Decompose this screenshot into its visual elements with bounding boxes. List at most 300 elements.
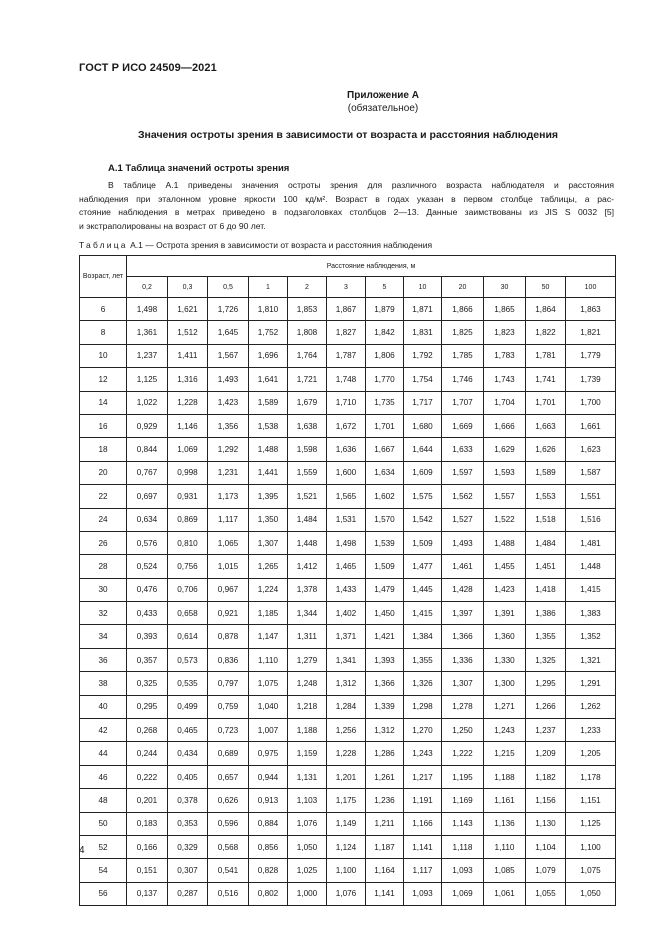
table-row	[80, 695, 616, 718]
acuity-cell: 0,307	[168, 859, 208, 882]
acuity-cell: 1,117	[208, 508, 249, 531]
acuity-cell: 1,593	[484, 461, 526, 484]
acuity-cell: 0,357	[127, 648, 168, 671]
age-cell: 24	[80, 508, 127, 531]
acuity-cell: 1,783	[484, 344, 526, 367]
acuity-cell: 1,378	[288, 578, 327, 601]
acuity-cell: 1,701	[366, 414, 404, 437]
acuity-cell: 1,050	[566, 882, 616, 905]
acuity-cell: 1,663	[526, 414, 566, 437]
acuity-cell: 1,808	[288, 321, 327, 344]
acuity-cell: 0,723	[208, 719, 249, 742]
acuity-cell: 1,867	[327, 298, 366, 321]
acuity-cell: 1,233	[566, 719, 616, 742]
acuity-cell: 1,371	[327, 625, 366, 648]
table-row	[80, 742, 616, 765]
acuity-cell: 1,061	[484, 882, 526, 905]
acuity-cell: 0,844	[127, 438, 168, 461]
acuity-cell: 1,621	[168, 298, 208, 321]
acuity-cell: 0,183	[127, 812, 168, 835]
acuity-cell: 0,913	[249, 789, 288, 812]
acuity-cell: 1,831	[404, 321, 442, 344]
table-row	[80, 602, 616, 625]
page-number: 4	[79, 845, 85, 856]
age-cell: 40	[80, 695, 127, 718]
acuity-cell: 1,445	[404, 578, 442, 601]
acuity-cell: 1,609	[404, 461, 442, 484]
acuity-cell: 1,645	[208, 321, 249, 344]
acuity-cell: 1,522	[484, 508, 526, 531]
acuity-cell: 1,634	[366, 461, 404, 484]
acuity-cell: 1,810	[249, 298, 288, 321]
acuity-cell: 1,785	[442, 344, 484, 367]
table-row	[80, 789, 616, 812]
acuity-cell: 1,465	[327, 555, 366, 578]
acuity-cell: 0,689	[208, 742, 249, 765]
acuity-cell: 1,000	[288, 882, 327, 905]
acuity-cell: 1,295	[526, 672, 566, 695]
acuity-cell: 1,069	[442, 882, 484, 905]
acuity-cell: 1,787	[327, 344, 366, 367]
acuity-cell: 1,146	[168, 414, 208, 437]
age-cell: 30	[80, 578, 127, 601]
acuity-cell: 1,187	[366, 835, 404, 858]
acuity-cell: 1,147	[249, 625, 288, 648]
acuity-cell: 1,770	[366, 368, 404, 391]
acuity-cell: 1,178	[566, 765, 616, 788]
acuity-cell: 0,967	[208, 578, 249, 601]
acuity-cell: 0,836	[208, 648, 249, 671]
acuity-cell: 1,076	[327, 882, 366, 905]
acuity-cell: 1,173	[208, 485, 249, 508]
age-cell: 56	[80, 882, 127, 905]
acuity-cell: 0,869	[168, 508, 208, 531]
acuity-cell: 1,735	[366, 391, 404, 414]
acuity-cell: 1,093	[442, 859, 484, 882]
acuity-cell: 1,355	[404, 648, 442, 671]
acuity-cell: 1,451	[526, 555, 566, 578]
acuity-cell: 1,825	[442, 321, 484, 344]
age-cell: 6	[80, 298, 127, 321]
acuity-cell: 1,117	[404, 859, 442, 882]
acuity-cell: 1,441	[249, 461, 288, 484]
acuity-cell: 1,143	[442, 812, 484, 835]
acuity-cell: 1,366	[366, 672, 404, 695]
acuity-cell: 1,629	[484, 438, 526, 461]
annex-heading	[300, 90, 466, 114]
acuity-cell: 1,007	[249, 719, 288, 742]
acuity-cell: 1,209	[526, 742, 566, 765]
acuity-cell: 1,488	[484, 531, 526, 554]
table-row	[80, 368, 616, 391]
distance-column-header: 0,3	[168, 277, 208, 298]
paragraph-line: стояние наблюдения в метрах приведено в подзаголовках столбцов 2—13. Данные заимствованы из JIS S 0032 [5]	[79, 207, 614, 218]
acuity-cell: 1,518	[526, 508, 566, 531]
table-row	[80, 438, 616, 461]
distance-column-header: 30	[484, 277, 526, 298]
acuity-cell: 1,136	[484, 812, 526, 835]
age-cell: 42	[80, 719, 127, 742]
table-row	[80, 298, 616, 321]
acuity-cell: 1,151	[566, 789, 616, 812]
acuity-cell: 1,741	[526, 368, 566, 391]
acuity-cell: 1,191	[404, 789, 442, 812]
annex-title: Приложение А	[347, 90, 419, 101]
acuity-cell: 1,700	[566, 391, 616, 414]
acuity-cell: 1,739	[566, 368, 616, 391]
acuity-cell: 1,871	[404, 298, 442, 321]
acuity-cell: 1,743	[484, 368, 526, 391]
acuity-cell: 1,448	[288, 531, 327, 554]
acuity-cell: 1,600	[327, 461, 366, 484]
table-row	[80, 485, 616, 508]
acuity-cell: 0,201	[127, 789, 168, 812]
acuity-cell: 1,423	[208, 391, 249, 414]
acuity-cell: 1,261	[366, 765, 404, 788]
acuity-cell: 1,672	[327, 414, 366, 437]
acuity-cell: 0,929	[127, 414, 168, 437]
section-heading: А.1 Таблица значений остроты зрения	[108, 163, 290, 174]
acuity-cell: 1,236	[366, 789, 404, 812]
acuity-cell: 1,415	[566, 578, 616, 601]
acuity-cell: 1,164	[366, 859, 404, 882]
acuity-cell: 1,103	[288, 789, 327, 812]
table-row	[80, 508, 616, 531]
acuity-cell: 0,634	[127, 508, 168, 531]
acuity-cell: 1,516	[566, 508, 616, 531]
acuity-cell: 1,118	[442, 835, 484, 858]
acuity-cell: 1,055	[526, 882, 566, 905]
acuity-cell: 0,706	[168, 578, 208, 601]
acuity-cell: 0,325	[127, 672, 168, 695]
acuity-cell: 1,461	[442, 555, 484, 578]
acuity-cell: 1,195	[442, 765, 484, 788]
acuity-cell: 0,657	[208, 765, 249, 788]
acuity-cell: 1,539	[366, 531, 404, 554]
acuity-cell: 1,350	[249, 508, 288, 531]
acuity-cell: 1,130	[526, 812, 566, 835]
acuity-cell: 1,222	[442, 742, 484, 765]
acuity-cell: 0,568	[208, 835, 249, 858]
acuity-cell: 0,405	[168, 765, 208, 788]
acuity-cell: 1,428	[442, 578, 484, 601]
distance-subheader-row	[80, 277, 616, 298]
acuity-cell: 1,746	[442, 368, 484, 391]
table-row	[80, 719, 616, 742]
acuity-cell: 1,565	[327, 485, 366, 508]
acuity-cell: 1,393	[366, 648, 404, 671]
acuity-cell: 1,085	[484, 859, 526, 882]
acuity-table	[79, 255, 616, 906]
paragraph-line: В таблице А.1 приведены значения остроты зрения для различного возраста наблюдателя и расстояния	[108, 180, 614, 190]
acuity-cell: 1,050	[288, 835, 327, 858]
acuity-cell: 1,243	[484, 719, 526, 742]
table-row	[80, 835, 616, 858]
acuity-cell: 1,661	[566, 414, 616, 437]
acuity-cell: 1,509	[404, 531, 442, 554]
acuity-cell: 1,166	[404, 812, 442, 835]
acuity-cell: 1,271	[484, 695, 526, 718]
age-column-header: Возраст, лет	[80, 256, 127, 298]
acuity-cell: 1,498	[127, 298, 168, 321]
acuity-cell: 1,779	[566, 344, 616, 367]
acuity-cell: 0,614	[168, 625, 208, 648]
distance-column-header: 1	[249, 277, 288, 298]
acuity-cell: 1,218	[288, 695, 327, 718]
table-row	[80, 648, 616, 671]
table-row	[80, 321, 616, 344]
acuity-cell: 1,587	[566, 461, 616, 484]
acuity-cell: 1,352	[566, 625, 616, 648]
acuity-cell: 1,307	[442, 672, 484, 695]
acuity-cell: 0,268	[127, 719, 168, 742]
acuity-cell: 1,075	[249, 672, 288, 695]
acuity-cell: 0,697	[127, 485, 168, 508]
acuity-cell: 1,754	[404, 368, 442, 391]
acuity-cell: 1,521	[288, 485, 327, 508]
acuity-cell: 0,576	[127, 531, 168, 554]
acuity-cell: 0,921	[208, 602, 249, 625]
acuity-cell: 1,448	[566, 555, 616, 578]
acuity-cell: 1,205	[566, 742, 616, 765]
acuity-cell: 1,395	[249, 485, 288, 508]
acuity-cell: 1,418	[526, 578, 566, 601]
age-cell: 46	[80, 765, 127, 788]
acuity-cell: 1,231	[208, 461, 249, 484]
acuity-cell: 0,393	[127, 625, 168, 648]
table-row	[80, 812, 616, 835]
acuity-cell: 1,421	[366, 625, 404, 648]
acuity-cell: 1,411	[168, 344, 208, 367]
annex-status: (обязательное)	[347, 103, 419, 114]
age-cell: 54	[80, 859, 127, 882]
acuity-cell: 1,866	[442, 298, 484, 321]
acuity-cell: 1,339	[366, 695, 404, 718]
acuity-cell: 1,669	[442, 414, 484, 437]
acuity-cell: 1,265	[249, 555, 288, 578]
acuity-cell: 1,575	[404, 485, 442, 508]
acuity-cell: 1,300	[484, 672, 526, 695]
distance-column-header: 0,5	[208, 277, 249, 298]
acuity-cell: 1,211	[366, 812, 404, 835]
acuity-cell: 1,531	[327, 508, 366, 531]
age-cell: 36	[80, 648, 127, 671]
acuity-cell: 0,759	[208, 695, 249, 718]
acuity-cell: 0,329	[168, 835, 208, 858]
acuity-cell: 1,110	[484, 835, 526, 858]
acuity-cell: 1,433	[327, 578, 366, 601]
table-row	[80, 672, 616, 695]
acuity-cell: 1,864	[526, 298, 566, 321]
acuity-cell: 1,512	[168, 321, 208, 344]
acuity-cell: 1,156	[526, 789, 566, 812]
acuity-cell: 1,325	[526, 648, 566, 671]
section-paragraph	[79, 179, 614, 233]
acuity-cell: 1,484	[526, 531, 566, 554]
age-cell: 48	[80, 789, 127, 812]
acuity-cell: 0,287	[168, 882, 208, 905]
acuity-cell: 0,434	[168, 742, 208, 765]
table-row	[80, 578, 616, 601]
age-cell: 8	[80, 321, 127, 344]
acuity-cell: 0,499	[168, 695, 208, 718]
acuity-cell: 0,626	[208, 789, 249, 812]
acuity-cell: 1,243	[404, 742, 442, 765]
acuity-cell: 1,538	[249, 414, 288, 437]
acuity-cell: 0,878	[208, 625, 249, 648]
acuity-cell: 1,666	[484, 414, 526, 437]
acuity-cell: 1,279	[288, 648, 327, 671]
acuity-cell: 1,633	[442, 438, 484, 461]
acuity-cell: 1,075	[566, 859, 616, 882]
table-row	[80, 555, 616, 578]
distance-column-header: 10	[404, 277, 442, 298]
acuity-cell: 1,131	[288, 765, 327, 788]
acuity-cell: 1,488	[249, 438, 288, 461]
acuity-cell: 1,307	[249, 531, 288, 554]
acuity-cell: 1,527	[442, 508, 484, 531]
acuity-cell: 1,598	[288, 438, 327, 461]
acuity-cell: 1,169	[442, 789, 484, 812]
acuity-cell: 1,237	[127, 344, 168, 367]
acuity-cell: 1,477	[404, 555, 442, 578]
acuity-cell: 1,250	[442, 719, 484, 742]
distance-header: Расстояние наблюдения, м	[127, 256, 616, 277]
acuity-cell: 1,679	[288, 391, 327, 414]
acuity-cell: 0,433	[127, 602, 168, 625]
acuity-cell: 1,311	[288, 625, 327, 648]
acuity-cell: 1,842	[366, 321, 404, 344]
table-row	[80, 391, 616, 414]
acuity-cell: 1,215	[484, 742, 526, 765]
acuity-cell: 1,721	[288, 368, 327, 391]
age-cell: 44	[80, 742, 127, 765]
acuity-cell: 1,361	[127, 321, 168, 344]
age-cell: 34	[80, 625, 127, 648]
acuity-cell: 1,286	[366, 742, 404, 765]
acuity-cell: 1,366	[442, 625, 484, 648]
acuity-cell: 1,321	[566, 648, 616, 671]
table-row	[80, 625, 616, 648]
acuity-cell: 1,141	[404, 835, 442, 858]
table-caption-text: А.1 — Острота зрения в зависимости от возраста и расстояния наблюдения	[130, 240, 433, 250]
acuity-cell: 1,384	[404, 625, 442, 648]
acuity-cell: 0,541	[208, 859, 249, 882]
acuity-cell: 0,767	[127, 461, 168, 484]
table-row	[80, 531, 616, 554]
acuity-cell: 1,636	[327, 438, 366, 461]
acuity-cell: 1,752	[249, 321, 288, 344]
acuity-cell: 1,827	[327, 321, 366, 344]
acuity-cell: 1,641	[249, 368, 288, 391]
acuity-cell: 1,341	[327, 648, 366, 671]
paragraph-line: наблюдения при эталонном уровне яркости 100 кд/м². Возраст в годах указан в первом столбце таблицы, а рас-	[79, 193, 614, 204]
distance-column-header: 5	[366, 277, 404, 298]
age-cell: 16	[80, 414, 127, 437]
acuity-cell: 0,828	[249, 859, 288, 882]
acuity-cell: 1,022	[127, 391, 168, 414]
acuity-cell: 1,159	[288, 742, 327, 765]
acuity-cell: 1,360	[484, 625, 526, 648]
acuity-cell: 1,356	[208, 414, 249, 437]
acuity-cell: 0,596	[208, 812, 249, 835]
acuity-cell: 1,397	[442, 602, 484, 625]
acuity-cell: 0,378	[168, 789, 208, 812]
acuity-cell: 1,270	[404, 719, 442, 742]
acuity-cell: 0,166	[127, 835, 168, 858]
distance-column-header: 50	[526, 277, 566, 298]
paragraph-line: и экстраполированы на возраст от 6 до 90 лет.	[79, 220, 266, 231]
annex-main-title: Значения остроты зрения в зависимости от возраста и расстояния наблюдения	[137, 129, 559, 141]
distance-column-header: 2	[288, 277, 327, 298]
acuity-cell: 1,707	[442, 391, 484, 414]
acuity-cell: 1,726	[208, 298, 249, 321]
acuity-cell: 1,110	[249, 648, 288, 671]
acuity-cell: 1,149	[327, 812, 366, 835]
acuity-cell: 0,151	[127, 859, 168, 882]
acuity-cell: 1,509	[366, 555, 404, 578]
acuity-cell: 1,284	[327, 695, 366, 718]
acuity-cell: 1,493	[208, 368, 249, 391]
acuity-cell: 1,125	[127, 368, 168, 391]
age-cell: 26	[80, 531, 127, 554]
acuity-cell: 0,797	[208, 672, 249, 695]
table-caption	[79, 240, 432, 250]
document-code: ГОСТ Р ИСО 24509—2021	[79, 62, 217, 74]
acuity-cell: 0,295	[127, 695, 168, 718]
acuity-cell: 1,065	[208, 531, 249, 554]
acuity-cell: 1,326	[404, 672, 442, 695]
acuity-cell: 1,093	[404, 882, 442, 905]
acuity-cell: 0,476	[127, 578, 168, 601]
acuity-cell: 1,415	[404, 602, 442, 625]
acuity-cell: 1,412	[288, 555, 327, 578]
acuity-cell: 1,336	[442, 648, 484, 671]
acuity-cell: 1,355	[526, 625, 566, 648]
acuity-cell: 1,879	[366, 298, 404, 321]
acuity-cell: 1,853	[288, 298, 327, 321]
acuity-cell: 1,312	[327, 672, 366, 695]
age-cell: 10	[80, 344, 127, 367]
age-cell: 14	[80, 391, 127, 414]
acuity-cell: 1,567	[208, 344, 249, 367]
acuity-cell: 1,822	[526, 321, 566, 344]
acuity-cell: 0,573	[168, 648, 208, 671]
acuity-cell: 1,079	[526, 859, 566, 882]
age-cell: 32	[80, 602, 127, 625]
table-row	[80, 859, 616, 882]
acuity-cell: 1,748	[327, 368, 366, 391]
table-body	[80, 298, 616, 906]
acuity-cell: 1,292	[208, 438, 249, 461]
acuity-cell: 1,175	[327, 789, 366, 812]
acuity-cell: 0,975	[249, 742, 288, 765]
acuity-cell: 0,222	[127, 765, 168, 788]
acuity-cell: 1,224	[249, 578, 288, 601]
acuity-cell: 1,237	[526, 719, 566, 742]
acuity-cell: 1,161	[484, 789, 526, 812]
acuity-cell: 1,201	[327, 765, 366, 788]
acuity-cell: 0,944	[249, 765, 288, 788]
acuity-cell: 1,589	[526, 461, 566, 484]
age-cell: 18	[80, 438, 127, 461]
acuity-cell: 1,863	[566, 298, 616, 321]
age-cell: 52	[80, 835, 127, 858]
acuity-cell: 1,298	[404, 695, 442, 718]
acuity-cell: 1,704	[484, 391, 526, 414]
acuity-cell: 1,188	[288, 719, 327, 742]
acuity-cell: 1,481	[566, 531, 616, 554]
